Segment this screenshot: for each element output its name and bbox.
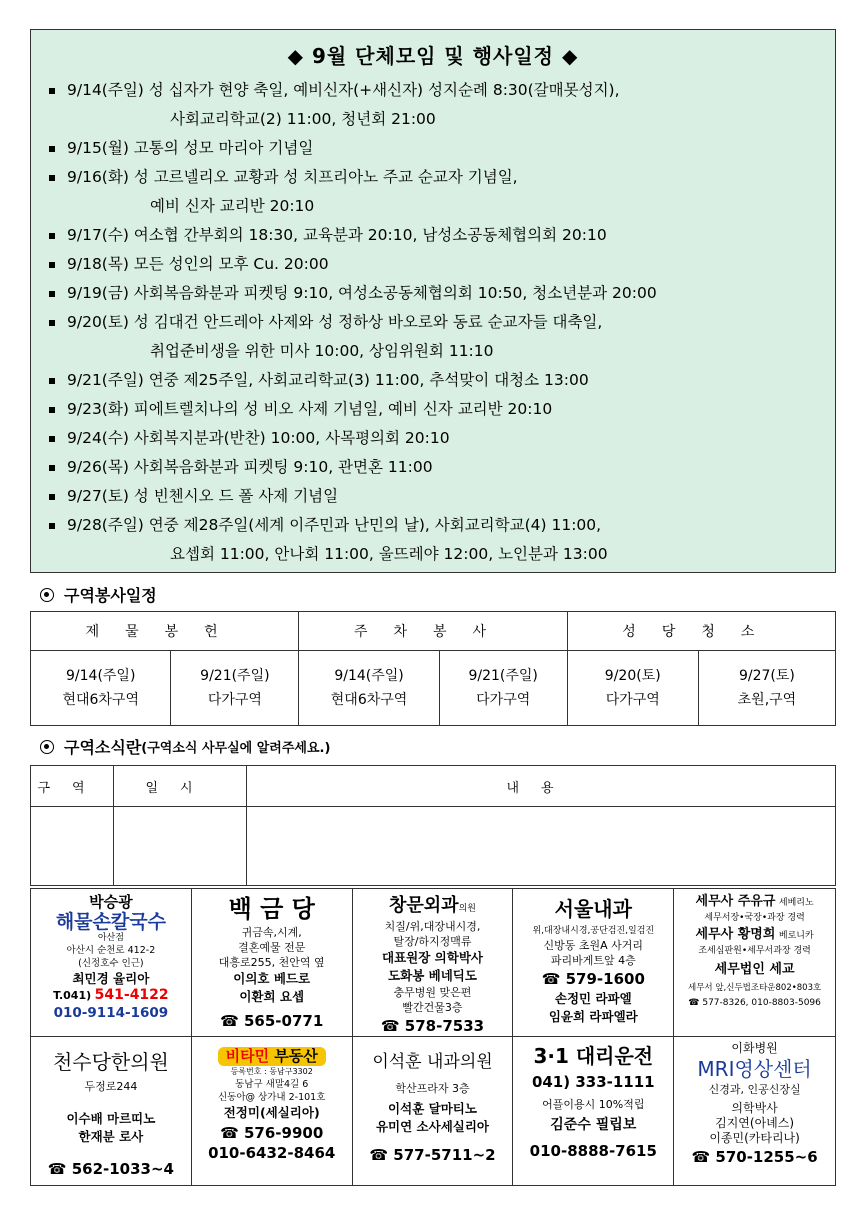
news-note: (구역소식 사무실에 알려주세요.) [141, 741, 331, 756]
ad-kalguksu: 박승광 해물손칼국수 아산점 아산시 순천로 412-2 (신정호수 인근) 최민경 율리아 T.041) 541-4122 010-9114-1609 [31, 889, 192, 1037]
schedule-item: 9/24(수) 사회복지분과(반찬) 10:00, 사목평의회 20:10 [47, 424, 825, 453]
service-cell: 9/27(토) 초원,구역 [698, 651, 835, 726]
news-cell [247, 807, 836, 886]
header-content: 내용 [247, 766, 836, 807]
schedule-item: 9/23(화) 피에트렐치나의 성 비오 사제 기념일, 예비 신자 교리반 20:10 [47, 395, 825, 424]
service-table [30, 611, 836, 726]
schedule-item: 9/19(금) 사회복음화분과 피켓팅 9:10, 여성소공동체협의회 10:50, 청소년분과 20:00 [47, 279, 825, 308]
ad-designated-driver: 3·1 대리운전 041) 333-1111 어플이용시 10%적립 김준수 필립보 010-8888-7615 [513, 1037, 674, 1185]
ad-ewha-mri: 이화병원 MRI영상센터 신경과, 인공신장실 의학박사 김지연(아녜스) 이종민(카타리나) ☎ 570-1255~6 [691, 1041, 818, 1166]
schedule-title: ◆ 9월 단체모임 및 행사일정 ◆ [287, 44, 579, 68]
header-datetime: 일시 [114, 766, 247, 807]
ad-tax-office: 세무사 주유규 세베리노 세무서장•국장•과장 경력 세무사 황명희 베로니카 조세심판원•세무서과장 경력 세무법인 세교 세무서 앞,신두법조타운802•803호 ☎ 577-8326, 010-8803-5096 [674, 889, 835, 1037]
advertisement-grid [30, 888, 836, 1186]
news-table [30, 765, 836, 886]
schedule-item: 9/18(목) 모든 성인의 모후 Cu. 20:00 [47, 250, 825, 279]
bullet-circle-icon [40, 740, 54, 754]
schedule-item: 9/20(토) 성 김대건 안드레아 사제와 성 정하상 바오로와 동료 순교자들 대축일, 취업준비생을 위한 미사 10:00, 상임위원회 11:10 [47, 308, 825, 366]
service-cell: 9/21(주일) 다가구역 [439, 651, 567, 726]
service-cell: 9/14(주일) 현대6차구역 [299, 651, 439, 726]
header-area: 구역 [31, 766, 114, 807]
header-parking: 주차봉사 [299, 612, 567, 651]
ad-vitamin-realty: 비타민 부동산 등록번호 : 동남구3302 동남구 새말4길 6 신동아@ 상가내 2-101호 전정미(세실리아) ☎ 576-9900 010-6432-8464 [192, 1037, 353, 1185]
schedule-item: 9/14(주일) 성 십자가 현양 축일, 예비신자(+새신자) 성지순례 8:30(갈매못성지), 사회교리학교(2) 11:00, 청년회 21:00 [47, 76, 825, 134]
news-heading: 구역소식란 (구역소식 사무실에 알려주세요.) [40, 735, 330, 758]
ad-leeseokhun-clinic: 이석훈 내과의원 학산프라자 3층 이석훈 달마티노 유미연 소사세실리아 ☎ 577-5711~2 [353, 1037, 514, 1185]
ad-cheonsudang: 천수당한의원 두정로244 이수배 마르띠노 한재분 로사 ☎ 562-1033~4 [31, 1037, 192, 1185]
bullet-circle-icon [40, 588, 54, 602]
service-cell: 9/14(주일) 현대6차구역 [31, 651, 171, 726]
header-offering: 제물봉헌 [31, 612, 299, 651]
ad-baekgeumdang: 백 금 당 귀금속,시계, 결혼예물 전문 대흥로255, 천안역 옆 이의호 베드로 이환희 요셉 ☎ 565-0771 [192, 889, 353, 1037]
ad-changmun-clinic: 창문외과의원 치질/위,대장내시경, 탈장/하지정맥류 대표원장 의학박사 도화봉 베네딕도 충무병원 맞은편 빨간건물3층 ☎ 578-7533 [353, 889, 514, 1037]
service-heading: 구역봉사일정 [40, 583, 157, 606]
schedule-box [30, 29, 836, 573]
schedule-item: 9/15(월) 고통의 성모 마리아 기념일 [47, 134, 825, 163]
schedule-item: 9/27(토) 성 빈첸시오 드 폴 사제 기념일 [47, 482, 825, 511]
service-cell: 9/20(토) 다가구역 [567, 651, 698, 726]
schedule-item: 9/16(화) 성 고르넬리오 교황과 성 치프리아노 주교 순교자 기념일, 예비 신자 교리반 20:10 [47, 163, 825, 221]
schedule-list [47, 76, 825, 569]
schedule-item: 9/28(주일) 연중 제28주일(세계 이주민과 난민의 날), 사회교리학교(4) 11:00, 요셉회 11:00, 안나회 11:00, 울뜨레야 12:00, 노인분과 13:00 [47, 511, 825, 569]
schedule-item: 9/17(수) 여소협 간부회의 18:30, 교육분과 20:10, 남성소공동체협의회 20:10 [47, 221, 825, 250]
service-cell: 9/21(주일) 다가구역 [171, 651, 299, 726]
schedule-item: 9/21(주일) 연중 제25주일, 사회교리학교(3) 11:00, 추석맞이 대청소 13:00 [47, 366, 825, 395]
header-cleaning: 성당청소 [567, 612, 835, 651]
news-cell [114, 807, 247, 886]
news-cell [31, 807, 114, 886]
schedule-item: 9/26(목) 사회복음화분과 피켓팅 9:10, 관면혼 11:00 [47, 453, 825, 482]
ad-seoul-internal: 서울내과 위,대장내시경,공단검진,일검진 신방동 초원A 사거리 파리바게트앞 4층 ☎ 579-1600 손정민 라파엘 임윤희 라파엘라 [513, 889, 674, 1037]
